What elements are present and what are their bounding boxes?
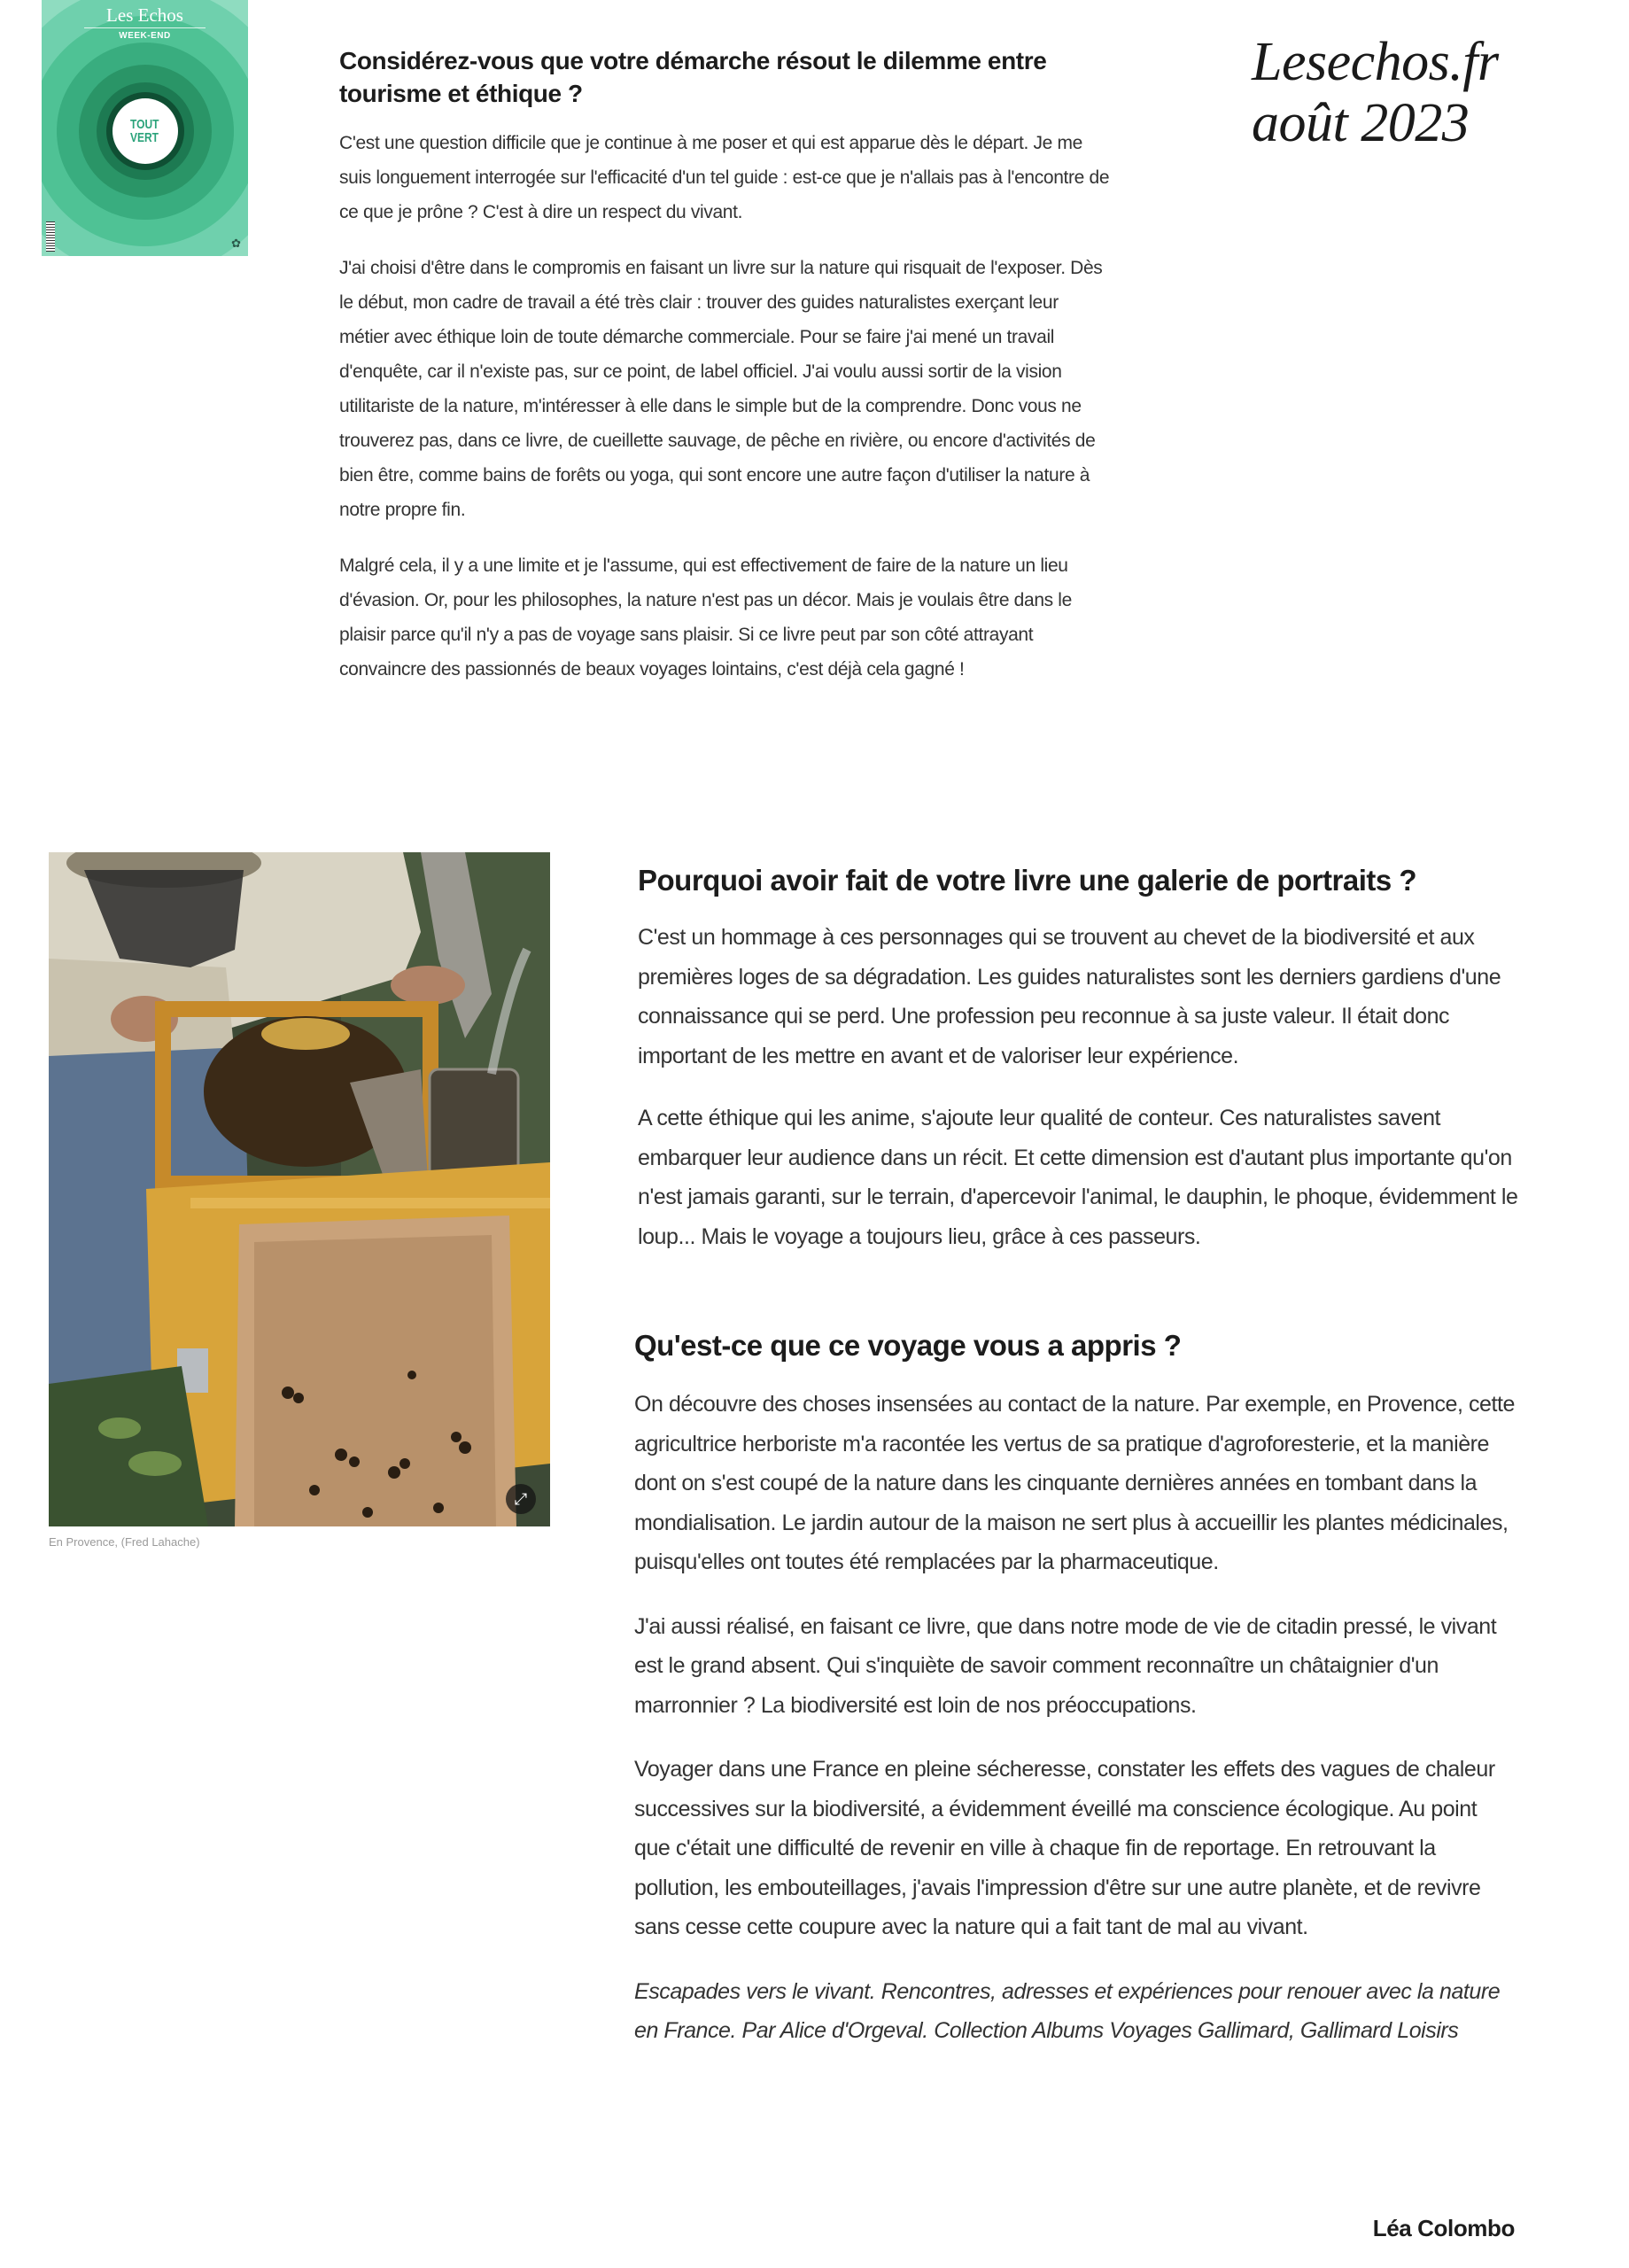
paragraph: Malgré cela, il y a une limite et je l'assume, qui est effectivement de faire de la nature un lieu d'évasion. Or, pour les philosophes, la nature n'est pas un décor. Mais je voulais être dans le plaisir parce qu'il n'y a pas de voyage sans plaisir. Si ce livre peut par son côté attrayant convaincre des passionnés de beaux voyages lointains, c'est déjà cela gagné ! <box>339 555 1072 680</box>
paragraph: A cette éthique qui les anime, s'ajoute leur qualité de conteur. Ces naturalistes savent embarquer leur audience dans un récit. Et cette dimension est d'autant plus importante qu'on n'est jamais garanti, sur le terrain, d'apercevoir l'animal, le dauphin, le phoque, évidemment le loup... Mais le voyage a toujours lieu, grâce à ces passeurs. <box>638 1106 1518 1249</box>
cover-headline-line1: TOUT <box>130 117 159 132</box>
bird-illustration-icon: ✿ <box>231 237 241 250</box>
article-photo-beekeeper[interactable] <box>49 852 550 1526</box>
paragraph: On découvre des choses insensées au contact de la nature. Par exemple, en Provence, cette agricultrice herboriste m'a racontée les vertus de sa pratique d'agroforesterie, et la manière dont on s'est coupé de la nature dans les cinquante dernières années en tombant dans la mondialisation. Le jardin autour de la maison ne sert plus à accueillir les plantes médicinales, puisqu'elles ont toutes été remplacées par la pharmaceutique. <box>634 1392 1515 1574</box>
section-tourism-ethics <box>339 44 1110 708</box>
barcode-icon <box>46 221 55 252</box>
cover-headline-line2: VERT <box>130 130 159 145</box>
paragraph: C'est un hommage à ces personnages qui se trouvent au chevet de la biodiversité et aux premières loges de sa dégradation. Les guides naturalistes sont les derniers gardiens d'une connaissance qui se perd. Une profession peu reconnue à sa juste valeur. Il était donc important de les mettre en avant et de valoriser leur expérience. <box>638 925 1501 1068</box>
section-heading: Pourquoi avoir fait de votre livre une galerie de portraits ? <box>638 864 1417 897</box>
cover-edition: WEEK-END <box>119 31 171 41</box>
expand-icon[interactable]: ⤢ <box>506 1484 536 1514</box>
book-reference: Escapades vers le vivant. Rencontres, adresses et expériences pour renouer avec la nature en France. Par Alice d'Orgeval. Collection Albums Voyages Gallimard, Gallimard Loisirs <box>634 1978 1501 2043</box>
cover-brand-logo: Les Echos <box>106 4 183 26</box>
magazine-cover <box>42 0 248 256</box>
masthead <box>1252 32 1606 154</box>
section-heading: Considérez-vous que votre démarche résout le dilemme entre tourisme et éthique ? <box>339 47 1047 107</box>
cover-divider <box>84 27 206 28</box>
beekeeper-photo-illustration <box>49 852 550 1526</box>
photo-caption: En Provence, (Fred Lahache) <box>49 1535 200 1549</box>
paragraph: Voyager dans une France en pleine sécheresse, constater les effets des vagues de chaleur successives sur la biodiversité, a évidemment éveillé ma conscience écologique. Au point que c'était une difficulté de revenir en ville à chaque fin de reportage. En retrouvant la pollution, les embouteillages, j'avais l'impression d'être sur une autre planète, et de revivre sans cesse cette coupure avec la nature qui a fait tant de mal au vivant. <box>634 1757 1495 1939</box>
section-portrait-gallery <box>638 861 1519 1256</box>
masthead-site: Lesechos.fr <box>1252 32 1499 92</box>
paragraph: J'ai choisi d'être dans le compromis en faisant un livre sur la nature qui risquait de l'exposer. Dès le début, mon cadre de travail a été très clair : trouver des guides naturalistes exerçant leur métier avec éthique loin de toute démarche commerciale. Pour se faire j'ai mené un travail d'enquête, car il n'existe pas, sur ce point, de label officiel. J'ai voulu aussi sortir de la vision utilitariste de la nature, m'intéresser à elle dans le simple but de la comprendre. Donc vous ne trouverez pas, dans ce livre, de cueillette sauvage, de pêche en rivière, ou encore d'activités de bien être, comme bains de forêts ou yoga, qui sont encore une autre façon d'utiliser la nature à notre propre fin. <box>339 258 1103 520</box>
paragraph: C'est une question difficile que je continue à me poser et qui est apparue dès le départ. Je me suis longuement interrogée sur l'efficacité d'un tel guide : est-ce que je n'allais pas à l'encontre de ce que je prône ? C'est à dire un respect du vivant. <box>339 133 1110 222</box>
paragraph: J'ai aussi réalisé, en faisant ce livre, que dans notre mode de vie de citadin pressé, le vivant est le grand absent. Qui s'inquiète de savoir comment reconnaître un châtaignier d'un marronnier ? La biodiversité est loin de nos préoccupations. <box>634 1613 1497 1718</box>
cover-center-circle <box>112 98 178 164</box>
author-byline: Léa Colombo <box>1372 2215 1515 2241</box>
section-lessons-learned <box>634 1326 1516 2051</box>
section-heading: Qu'est-ce que ce voyage vous a appris ? <box>634 1329 1182 1362</box>
masthead-date: août 2023 <box>1252 93 1470 153</box>
